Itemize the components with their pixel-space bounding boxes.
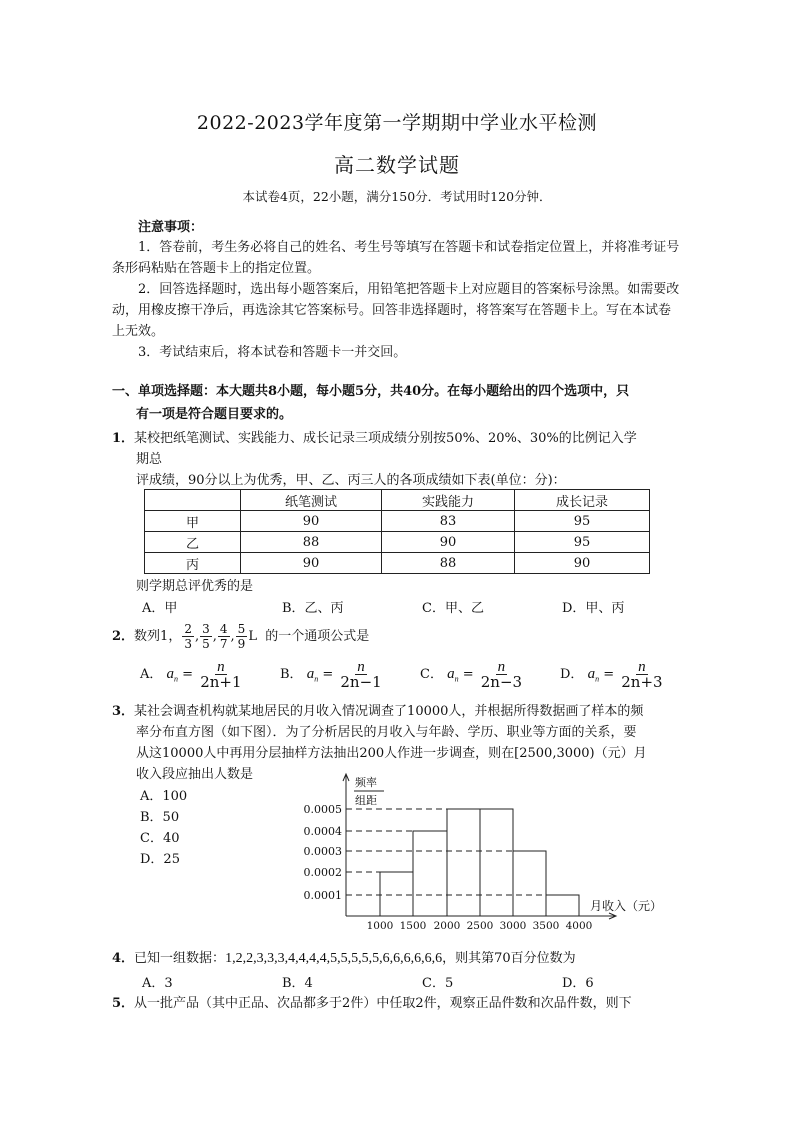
- table-cell: 甲: [145, 511, 241, 532]
- question-4-options: [140, 972, 700, 993]
- option-a[interactable]: A．甲: [142, 601, 178, 616]
- table-cell: 95: [515, 532, 650, 553]
- y-tick: 0.0002: [303, 866, 342, 879]
- question-text-cont: 率分布直方图（如下图）．为了分析居民的月收入与年龄、学历、职业等方面的关系，要: [136, 725, 637, 740]
- option-a[interactable]: A．100: [140, 789, 188, 804]
- table-cell: 83: [382, 511, 515, 532]
- x-tick: 3500: [532, 920, 560, 932]
- income-histogram: [290, 765, 700, 940]
- fraction: $\frac{n}{2n-3}$: [480, 659, 523, 691]
- option-c[interactable]: C． $a_n$ = $\frac{n}{2n-3}$: [420, 659, 523, 691]
- question-text: 某社会调查机构就某地居民的月收入情况调查了10000人，并根据所得数据画了样本的频: [134, 704, 644, 719]
- y-tick: 0.0004: [303, 825, 342, 838]
- question-text-cont: 期总: [136, 452, 163, 467]
- table-header-cell: 实践能力: [382, 490, 515, 511]
- y-tick: 0.0005: [303, 803, 342, 816]
- x-tick: 1500: [399, 920, 427, 932]
- section-heading: [112, 380, 687, 426]
- x-tick: 2000: [433, 920, 461, 932]
- option-c[interactable]: C．40: [140, 831, 180, 846]
- question-1-prompt: 则学期总评优秀的是: [136, 579, 254, 594]
- data-set: 1,2,2,3,3,3,4,4,4,4,5,5,5,5,5,6,6,6,6,6,6: [225, 951, 443, 966]
- question-text: 某校把纸笔测试、实践能力、成长记录三项成绩分别按50%、20%、30%的比例记入学: [134, 431, 637, 446]
- table-cell: 88: [241, 532, 382, 553]
- exam-subtitle: 高二数学试题: [334, 153, 460, 177]
- option-b[interactable]: B．乙、丙: [282, 601, 344, 616]
- section-heading-line2: 有一项是符合题目要求的。: [136, 407, 293, 422]
- fraction: $\frac{n}{2n+3}$: [621, 659, 663, 691]
- y-tick: 0.0001: [303, 889, 342, 902]
- bar-2000-2500: [447, 809, 480, 916]
- question-number: 5．: [112, 996, 135, 1011]
- bar-1000-1500: [380, 872, 413, 916]
- question-text-cont2: 评成绩，90分以上为优秀，甲、乙、丙三人的各项成绩如下表(单位：分)：: [136, 473, 566, 488]
- gridlines: [346, 809, 579, 895]
- table-cell: 乙: [145, 532, 241, 553]
- section-heading-line1: 一、单项选择题：本大题共8小题，每小题5分，共40分。在每小题给出的四个选项中，只: [112, 384, 630, 399]
- table-cell: 88: [382, 553, 515, 574]
- fraction: $\frac{4}{7}$: [219, 622, 228, 651]
- option-b[interactable]: B．50: [140, 810, 180, 825]
- question-text: 已知一组数据：: [134, 951, 226, 966]
- option-a[interactable]: A． $a_n$ = $\frac{n}{2n+1}$: [140, 659, 242, 691]
- question-3-options: [140, 786, 187, 870]
- table-cell: 丙: [145, 553, 241, 574]
- option-a[interactable]: A．3: [142, 976, 173, 991]
- option-d[interactable]: D． $a_n$ = $\frac{n}{2n+3}$: [560, 659, 663, 691]
- y-label-denominator: 组距: [355, 794, 377, 807]
- option-d[interactable]: D．25: [140, 852, 180, 867]
- scores-table: [144, 489, 650, 574]
- notice-item-3: 3．考试结束后，将本试卷和答题卡一并交回。: [138, 345, 407, 360]
- table-row: [145, 532, 650, 553]
- ellipsis: L: [248, 629, 257, 644]
- question-number: 3．: [112, 704, 135, 719]
- table-cell: 90: [515, 553, 650, 574]
- x-axis-label: 月收入（元）: [590, 899, 663, 913]
- notice-item-2: 2．回答选择题时，选出每小题答案后，用铅笔把答题卡上对应题目的答案标号涂黑。如需要改动，用橡皮擦干净后，再选涂其它答案标号。回答非选择题时，将答案写在答题卡上。写在本试卷上无效。: [112, 282, 680, 339]
- table-header-cell: [145, 490, 241, 511]
- fraction: $\frac{2}{3}$: [184, 622, 192, 651]
- table-cell: 95: [515, 511, 650, 532]
- question-2-options: [140, 660, 700, 696]
- table-header-cell: 纸笔测试: [241, 490, 382, 511]
- option-b[interactable]: B．4: [282, 976, 313, 991]
- table-cell: 90: [241, 511, 382, 532]
- exam-title: 2022-2023学年度第一学期期中学业水平检测: [196, 112, 598, 134]
- x-tick: 2500: [466, 920, 494, 932]
- table-header-row: [145, 490, 650, 511]
- table-header-cell: 成长记录: [515, 490, 650, 511]
- exam-info: 本试卷4页，22小题，满分150分．考试用时120分钟．: [242, 189, 552, 204]
- question-number: 2．: [112, 629, 135, 644]
- fraction: $\frac{n}{2n-1}$: [340, 659, 382, 691]
- table-row: [145, 511, 650, 532]
- table-cell: 90: [241, 553, 382, 574]
- x-tick: 4000: [565, 920, 593, 932]
- y-tick: 0.0003: [303, 845, 342, 858]
- option-d[interactable]: D．6: [562, 976, 594, 991]
- question-text-suffix: ，则其第70百分位数为: [442, 951, 576, 966]
- notice-heading: 注意事项：: [138, 220, 204, 235]
- question-text-cont: 从这10000人中再用分层抽样方法抽出200人作进一步调查，则在[2500,3000)（元）月: [136, 746, 647, 761]
- x-tick: 3000: [499, 920, 527, 932]
- bar-3000-3500: [513, 851, 546, 916]
- y-label-numerator: 频率: [355, 776, 377, 789]
- bar-1500-2000: [413, 831, 447, 916]
- fraction: $\frac{3}{5}$: [202, 622, 210, 651]
- bar-2500-3000: [480, 809, 513, 916]
- question-text-cont: 收入段应抽出人数是: [136, 767, 254, 782]
- bar-3500-4000: [546, 895, 579, 916]
- question-5: [112, 993, 687, 1014]
- question-1: [112, 428, 687, 491]
- notice-item-1: 1．答卷前，考生务必将自己的姓名、考生号等填写在答题卡和试卷指定位置上，并将准考证号条形码粘贴在答题卡上的指定位置。: [112, 240, 680, 276]
- sequence-suffix: 的一个通项公式是: [265, 629, 370, 644]
- option-b[interactable]: B． $a_n$ = $\frac{n}{2n-1}$: [280, 659, 382, 691]
- question-1-options: [140, 597, 700, 618]
- option-c[interactable]: C．甲、乙: [422, 601, 484, 616]
- x-tick: 1000: [366, 920, 394, 932]
- sequence-prefix: 数列1，: [134, 629, 182, 644]
- fraction: $\frac{5}{9}$: [237, 622, 246, 651]
- fraction: $\frac{n}{2n+1}$: [200, 659, 242, 691]
- table-cell: 90: [382, 532, 515, 553]
- option-c[interactable]: C．5: [422, 976, 454, 991]
- question-2: 2．数列1， $\frac{2}{3}$ , $\frac{3}{5}$ , $\frac{4}{7}$ , $\frac{5}{9}$ L 的一个通项公式是: [112, 622, 370, 651]
- question-text: 从一批产品（其中正品、次品都多于2件）中任取2件，观察正品件数和次品件数，则下: [134, 996, 632, 1011]
- table-row: [145, 553, 650, 574]
- option-d[interactable]: D．甲、丙: [562, 601, 625, 616]
- question-number: 4．: [112, 951, 135, 966]
- question-4: [112, 948, 687, 969]
- question-number: 1．: [112, 431, 135, 446]
